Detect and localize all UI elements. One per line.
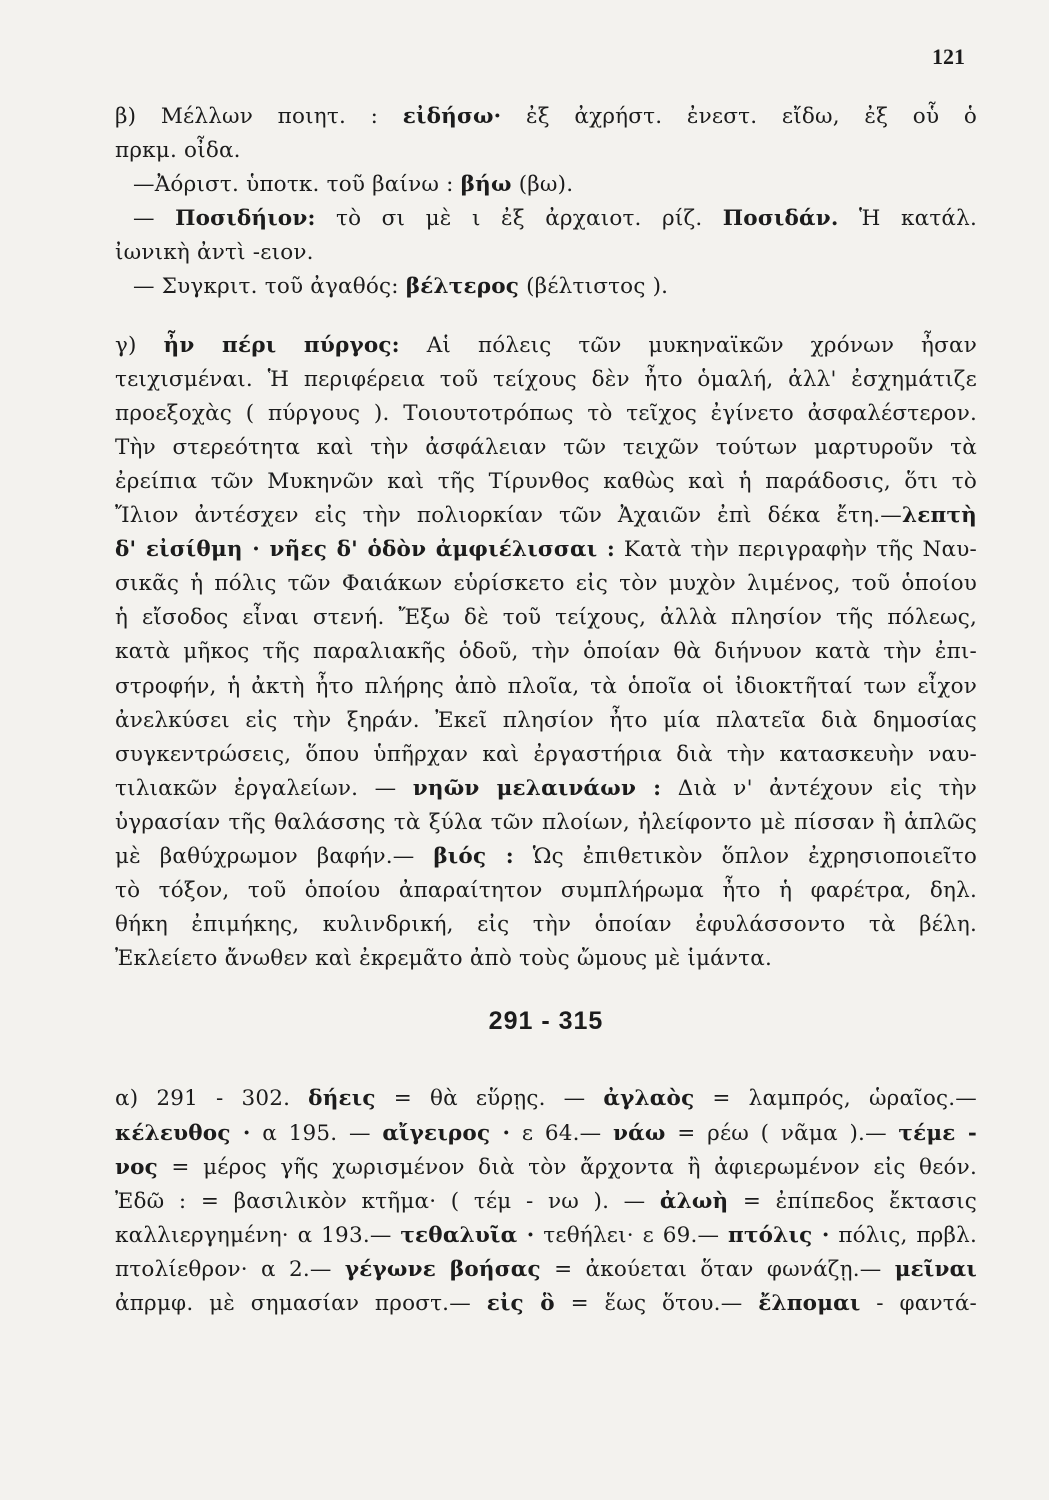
text-segment: πόλις, πρβλ. <box>829 1222 977 1248</box>
text-segment: α 195. — <box>250 1120 383 1146</box>
text-line <box>115 601 977 635</box>
text-segment: ἰωνικὴ ἀντὶ -ειον. <box>115 240 314 266</box>
text-line <box>115 874 977 908</box>
bold-term: γέγωνε βοήσας <box>344 1256 541 1282</box>
bold-term: βήω <box>460 172 512 198</box>
text-line <box>115 100 977 134</box>
bold-term: δ' εἰσίθμη · νῆες δ' ὁδὸν ἀμφιέλισσαι : <box>115 537 615 563</box>
text-line <box>115 1117 977 1151</box>
paragraph-alpha <box>115 1082 977 1321</box>
text-segment: = θὰ εὕρῃς. — <box>375 1086 604 1112</box>
text-line <box>115 465 977 499</box>
text-segment: τιλιακῶν ἐργαλείων. — <box>115 775 413 801</box>
bold-term: κέλευθος · <box>115 1120 251 1146</box>
bold-term: εἰδήσω· <box>402 104 502 129</box>
bold-term: ἀλωὴ <box>659 1188 729 1214</box>
text-segment: Κατὰ τὴν περιγραφὴν τῆς Ναυ- <box>615 537 978 563</box>
paragraph-beta <box>115 100 977 305</box>
text-line <box>115 397 977 431</box>
text-line <box>115 908 977 942</box>
text-line <box>115 840 977 874</box>
text-line <box>115 567 977 601</box>
text-line <box>115 635 977 669</box>
bold-term: Ποσιδήιον: <box>175 206 316 232</box>
text-segment: ἀνελκύσει εἰς τὴν ξηράν. Ἐκεῖ πλησίον ἦτο μία πλατεῖα διὰ δημοσίας <box>115 707 977 733</box>
bold-term: ἦν πέρι πύργος: <box>163 332 400 358</box>
text-segment: ἀπρμφ. μὲ σημασίαν προστ.— <box>115 1291 487 1316</box>
paragraph-gamma <box>115 329 977 977</box>
text-segment: (βέλτιστος ). <box>519 274 669 300</box>
text-line <box>115 670 977 704</box>
text-line <box>115 704 977 738</box>
bold-term: βιός : <box>433 843 514 869</box>
bold-term: ἀγλαὸς <box>603 1086 695 1112</box>
text-segment: = ρέω ( νᾶμα ).— <box>665 1120 899 1146</box>
text-line <box>115 942 977 976</box>
text-segment: μὲ βαθύχρωμον βαφήν.— <box>115 843 434 869</box>
text-segment: ε 64.— <box>510 1120 614 1146</box>
text-segment: Ἡ κατάλ. <box>838 206 977 232</box>
text-segment: Ὡς ἐπιθετικὸν ὅπλον ἐχρησιοποιεῖτο <box>513 843 977 869</box>
text-segment: ἐρείπια τῶν Μυκηνῶν καὶ τῆς Τίρυνθος καθὼς καὶ ἡ παράδοσις, ὅτι τὸ <box>115 468 977 494</box>
bold-term: εἰς ὃ <box>486 1291 555 1316</box>
text-line <box>115 772 977 806</box>
text-line <box>115 202 977 236</box>
text-segment: σικᾶς ἡ πόλις τῶν Φαιάκων εὑρίσκετο εἰς τὸν μυχὸν λιμένος, τοῦ ὁποίου <box>115 571 977 597</box>
text-segment: Ἐδῶ : = βασιλικὸν κτῆμα· ( τέμ - νω ). — <box>115 1188 660 1214</box>
bold-term: μεῖναι <box>894 1256 977 1282</box>
text-segment: ὑγρασίαν τῆς θαλάσσης τὰ ξύλα τῶν πλοίων, ἠλείφοντο μὲ πίσσαν ἢ ἁπλῶς <box>115 809 977 835</box>
text-segment: θήκη ἐπιμήκης, κυλινδρική, εἰς τὴν ὁποίαν ἐφυλάσσοντο τὰ βέλη. <box>115 912 977 938</box>
text-segment: τὸ τόξον, τοῦ ὁποίου ἀπαραίτητον συμπλήρωμα ἦτο ἡ φαρέτρα, δηλ. <box>115 878 977 904</box>
text-segment: Τὴν στερεότητα καὶ τὴν ἀσφάλειαν τῶν τειχῶν τούτων μαρτυροῦν τὰ <box>115 434 977 460</box>
text-segment: τεθήλει· ε 69.— <box>534 1222 729 1248</box>
text-segment: πτολίεθρον· α 2.— <box>115 1256 345 1282</box>
text-segment: τὸ σι μὲ ι ἐξ ἀρχαιοτ. ρίζ. <box>315 206 723 232</box>
text-line <box>115 1253 977 1287</box>
text-line <box>115 1287 977 1321</box>
text-line <box>115 363 977 397</box>
text-segment: τειχισμέναι. Ἡ περιφέρεια τοῦ τείχους δὲν ἦτο ὁμαλή, ἀλλ' ἐσχημάτιζε <box>115 366 977 392</box>
text-segment: Αἱ πόλεις τῶν μυκηναϊκῶν χρόνων ἦσαν <box>399 332 977 358</box>
text-line <box>115 236 977 270</box>
bold-term: νηῶν μελαινάων : <box>412 775 662 801</box>
bold-term: τεθαλυῖα · <box>400 1222 535 1248</box>
text-segment: = ἐπίπεδος ἔκτασις <box>728 1188 977 1214</box>
text-segment: Ἴλιον ἀντέσχεν εἰς τὴν πολιορκίαν τῶν Ἀχαιῶν ἐπὶ δέκα ἔτη.— <box>115 503 903 529</box>
bold-term: αἴγειρος · <box>382 1120 511 1146</box>
text-segment: = λαμπρός, ὡραῖος.— <box>694 1086 977 1112</box>
page-number: 121 <box>932 44 965 69</box>
text-segment: ἐξ ἀχρήστ. ἐνεστ. εἴδω, ἐξ οὗ ὁ <box>501 104 977 129</box>
text-line <box>115 1219 977 1253</box>
text-segment: = ἕως ὅτου.— <box>554 1291 759 1316</box>
bold-term: νος <box>115 1154 158 1180</box>
bold-term: ἔλπομαι <box>758 1291 861 1316</box>
text-segment: β) Μέλλων ποιητ. : <box>115 104 403 129</box>
text-segment: καλλιεργημένη· α 193.— <box>115 1222 401 1248</box>
text-segment: συγκεντρώσεις, ὅπου ὑπῆρχαν καὶ ἐργαστήρια διὰ τὴν κατασκευὴν ναυ- <box>115 741 977 767</box>
text-segment: πρκμ. οἶδα. <box>115 138 241 164</box>
bold-term: δήεις <box>308 1086 376 1112</box>
bold-term: νάω <box>613 1120 666 1146</box>
bold-term: λεπτὴ <box>902 503 977 529</box>
text-line <box>115 499 977 533</box>
text-line <box>115 533 977 567</box>
text-line <box>115 270 977 304</box>
text-line <box>115 431 977 465</box>
text-line <box>115 1082 977 1116</box>
text-segment: στροφήν, ἡ ἀκτὴ ἦτο πλήρης ἀπὸ πλοῖα, τὰ ὁποῖα οἱ ἰδιοκτῆταί των εἶχον <box>115 673 977 699</box>
text-segment: κατὰ μῆκος τῆς παραλιακῆς ὁδοῦ, τὴν ὁποίαν θὰ διήνυον κατὰ τὴν ἐπι- <box>115 639 977 665</box>
bold-term: πτόλις · <box>728 1222 830 1248</box>
text-segment: α) 291 - 302. <box>115 1086 309 1112</box>
text-line <box>115 806 977 840</box>
text-segment: — <box>133 206 176 232</box>
text-segment: - φαντά- <box>860 1291 978 1316</box>
text-segment: Διὰ ν' ἀντέχουν εἰς τὴν <box>661 775 977 801</box>
text-line <box>115 168 977 202</box>
text-segment: = μέρος γῆς χωρισμένον διὰ τὸν ἄρχοντα ἢ ἀφιερωμένον εἰς θεόν. <box>157 1154 977 1180</box>
text-segment: = ἀκούεται ὅταν φωνάζῃ.— <box>540 1256 895 1282</box>
text-line <box>115 738 977 772</box>
body-text <box>115 100 977 1321</box>
text-segment: προεξοχὰς ( πύργους ). Τοιουτοτρόπως τὸ τεῖχος ἐγίνετο ἀσφαλέστερον. <box>115 400 977 426</box>
section-heading: 291 - 315 <box>488 1007 604 1036</box>
paragraph-gap <box>115 305 977 329</box>
text-line <box>115 134 977 168</box>
bold-term: βέλτερος <box>405 274 520 300</box>
text-line <box>115 1151 977 1185</box>
text-segment: Ἐκλείετο ἄνωθεν καὶ ἐκρεμᾶτο ἀπὸ τοὺς ὤμους μὲ ἱμάντα. <box>115 946 773 972</box>
bold-term: Ποσιδάν. <box>722 206 839 232</box>
text-segment: ἡ εἴσοδος εἶναι στενή. Ἔξω δὲ τοῦ τείχους, ἀλλὰ πλησίον τῆς πόλεως, <box>115 605 977 631</box>
text-segment: —Ἀόριστ. ὑποτκ. τοῦ βαίνω : <box>133 172 461 198</box>
text-segment: — Συγκριτ. τοῦ ἀγαθός: <box>133 274 406 300</box>
text-segment: (βω). <box>511 172 574 198</box>
text-line <box>115 329 977 363</box>
bold-term: τέμε - <box>898 1120 977 1146</box>
text-line <box>115 1185 977 1219</box>
text-segment: γ) <box>115 332 164 358</box>
